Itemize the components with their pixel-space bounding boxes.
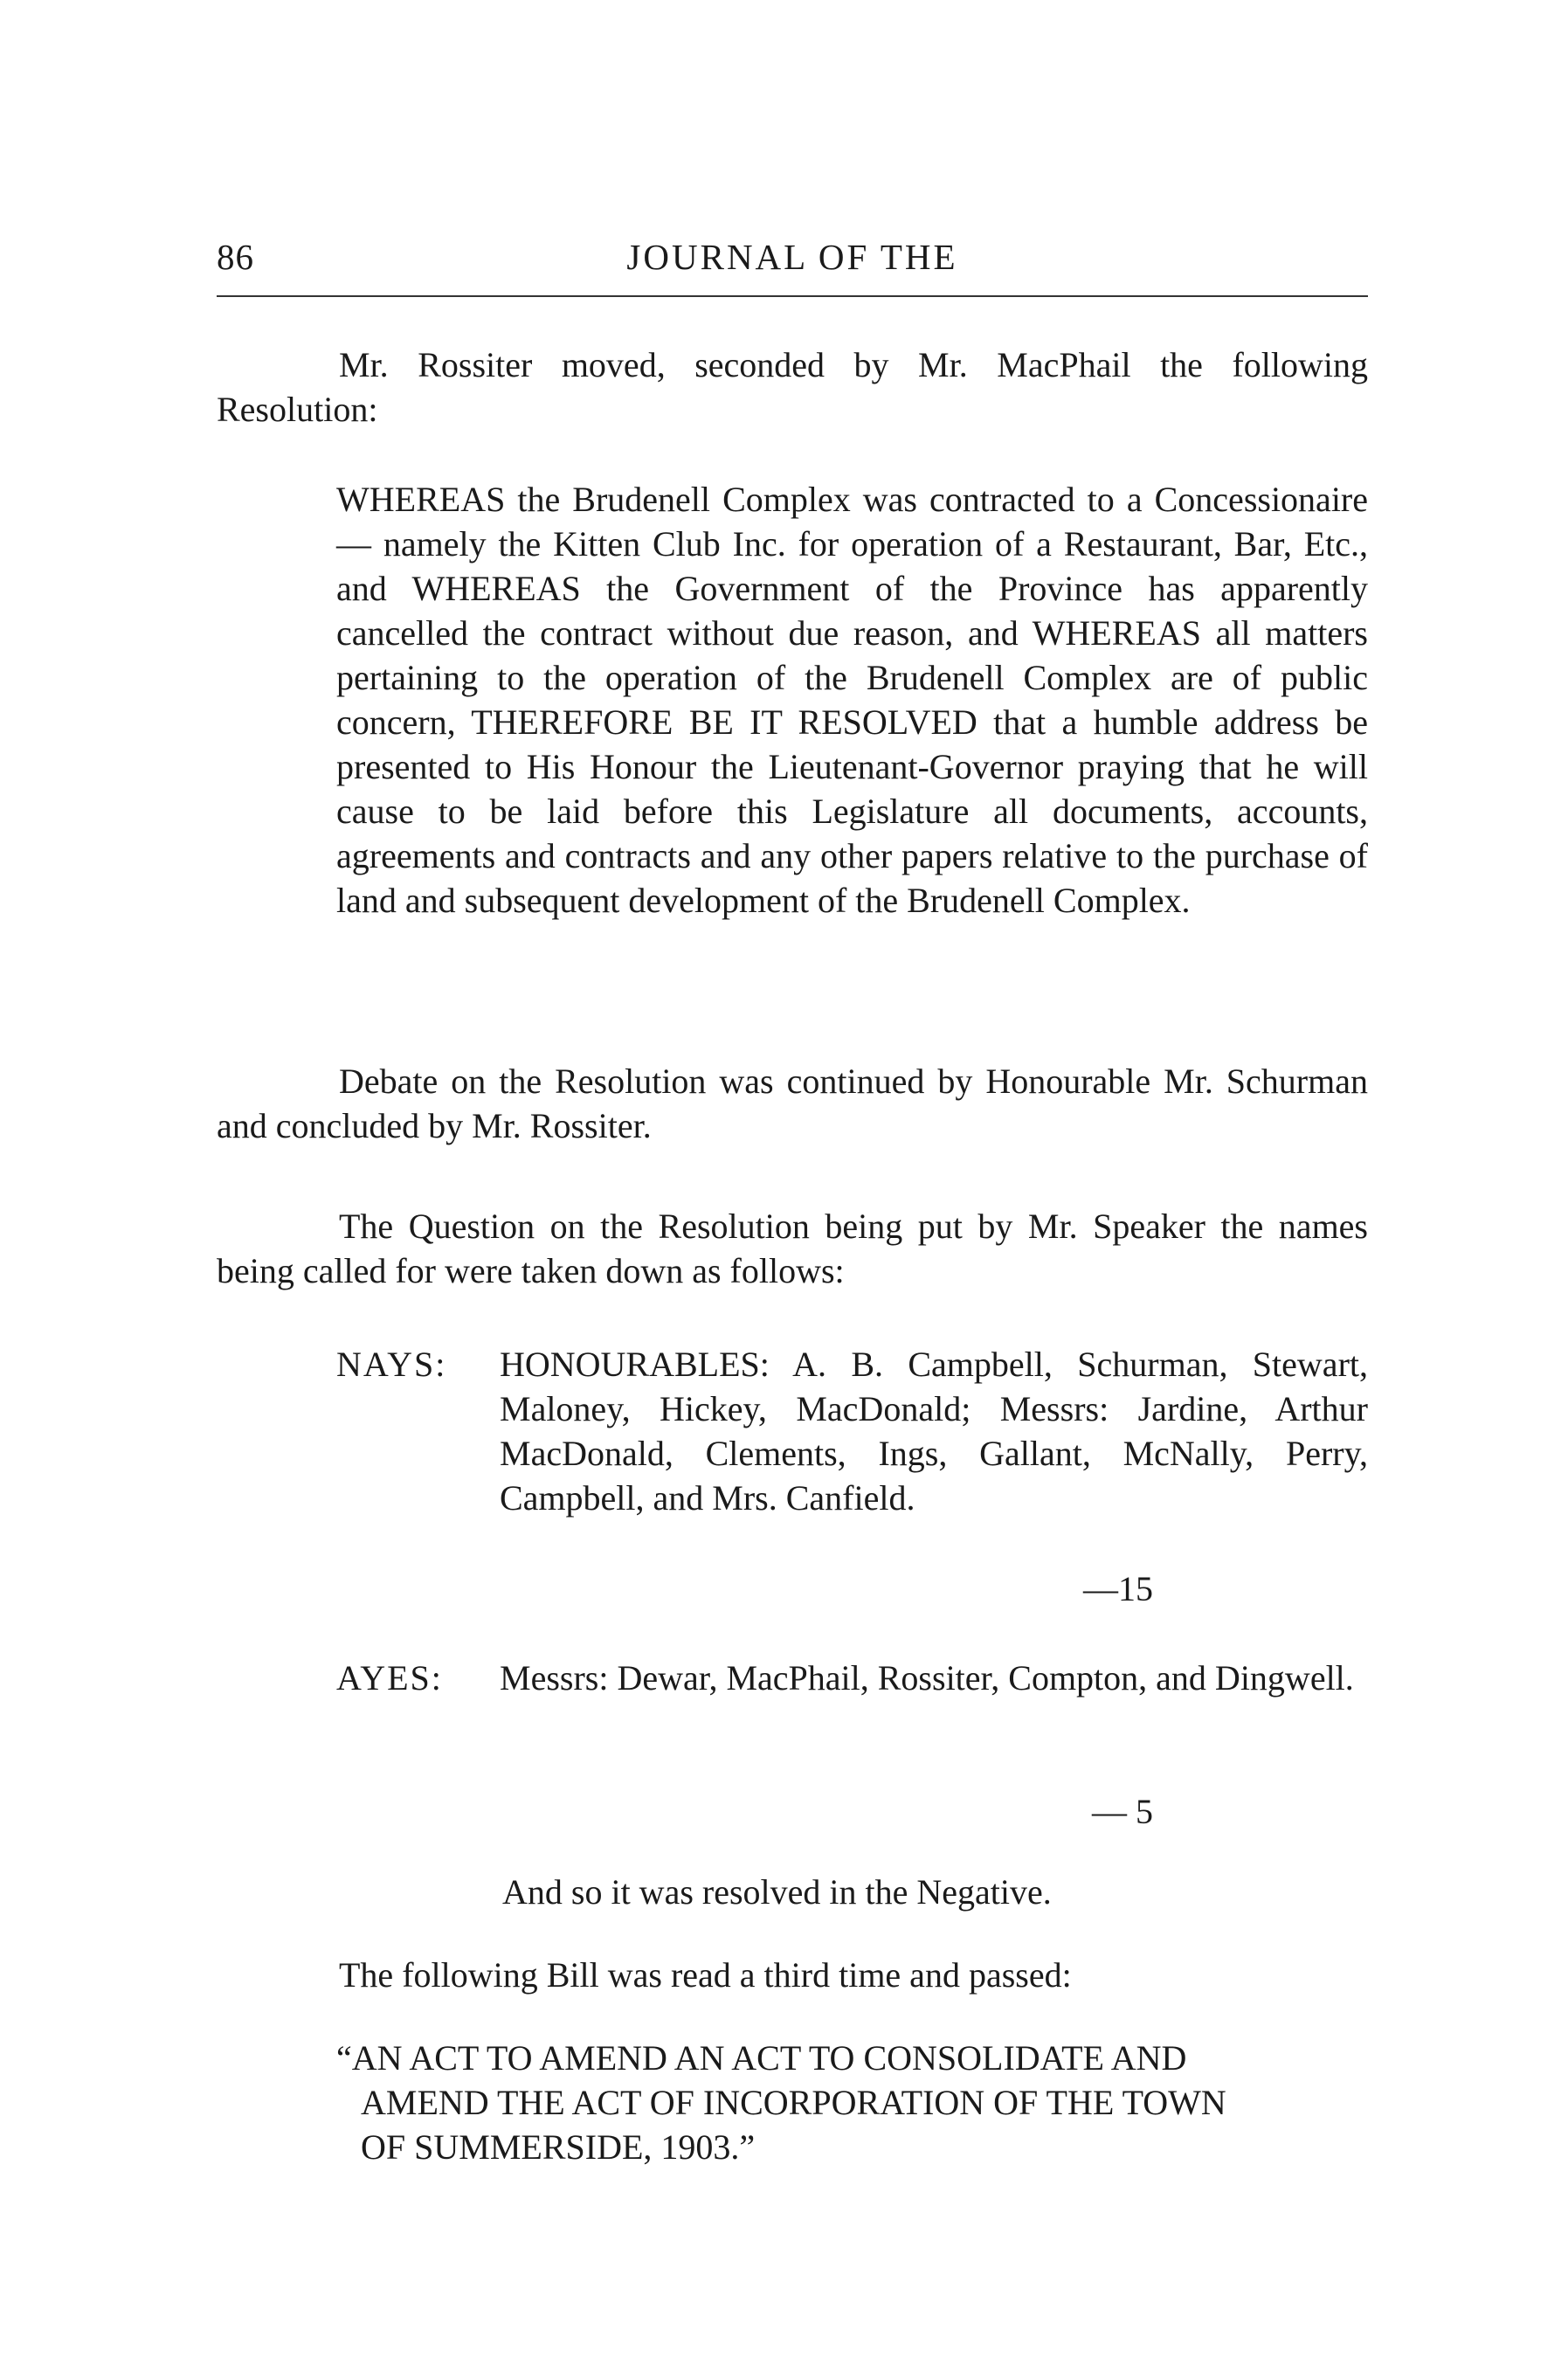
page-header [217, 236, 1368, 297]
header-rule [217, 295, 1368, 297]
motion-intro: Mr. Rossiter moved, seconded by Mr. MacPhail the following Resolution: [217, 345, 1368, 429]
ayes-label: AYES: [336, 1658, 443, 1698]
bill-title [336, 2036, 1368, 2169]
page-number: 86 [217, 237, 254, 277]
nays-names: HONOURABLES: A. B. Campbell, Schurman, Stewart, Maloney, Hickey, MacDonald; Messrs: Jardine, Arthur MacDonald, Clements, Ings, Gallant, McNally, Perry, Campbell, and Mrs. Canfield. [500, 1345, 1368, 1518]
debate-paragraph: Debate on the Resolution was continued by Honourable Mr. Schurman and concluded by Mr. Rossiter. [217, 1061, 1368, 1145]
ayes-count: — 5 [1092, 1792, 1153, 1831]
ayes-names: Messrs: Dewar, MacPhail, Rossiter, Compton, and Dingwell. [500, 1658, 1354, 1698]
question-paragraph: The Question on the Resolution being put by Mr. Speaker the names being called for were taken down as follows: [217, 1207, 1368, 1290]
bill-title-line-2: AMEND THE ACT OF INCORPORATION OF THE TOWN [361, 2083, 1226, 2122]
running-head: JOURNAL OF THE [626, 237, 958, 277]
nays-label: NAYS: [336, 1345, 447, 1384]
bill-title-line-1: “AN ACT TO AMEND AN ACT TO CONSOLIDATE AND [336, 2038, 1187, 2078]
nays-count: —15 [1083, 1569, 1153, 1608]
vote-outcome: And so it was resolved in the Negative. [502, 1872, 1052, 1912]
bill-title-line-3: OF SUMMERSIDE, 1903.” [361, 2127, 756, 2167]
resolution-text: WHEREAS the Brudenell Complex was contracted to a Concessionaire — namely the Kitten Club Inc. for operation of a Restaurant, Bar, Etc., and WHEREAS the Government of the Province has apparently cancelled the contract without due reason, and WHEREAS all matters pertaining to the operation of the Brudenell Complex are of public concern, THEREFORE BE IT RESOLVED that a humble address be presented to His Honour the Lieutenant-Governor praying that he will cause to be laid before this Legislature all documents, accounts, agreements and contracts and any other papers relative to the purchase of land and subsequent development of the Brudenell Complex. [336, 480, 1368, 920]
bill-intro: The following Bill was read a third time and passed: [339, 1955, 1072, 1995]
